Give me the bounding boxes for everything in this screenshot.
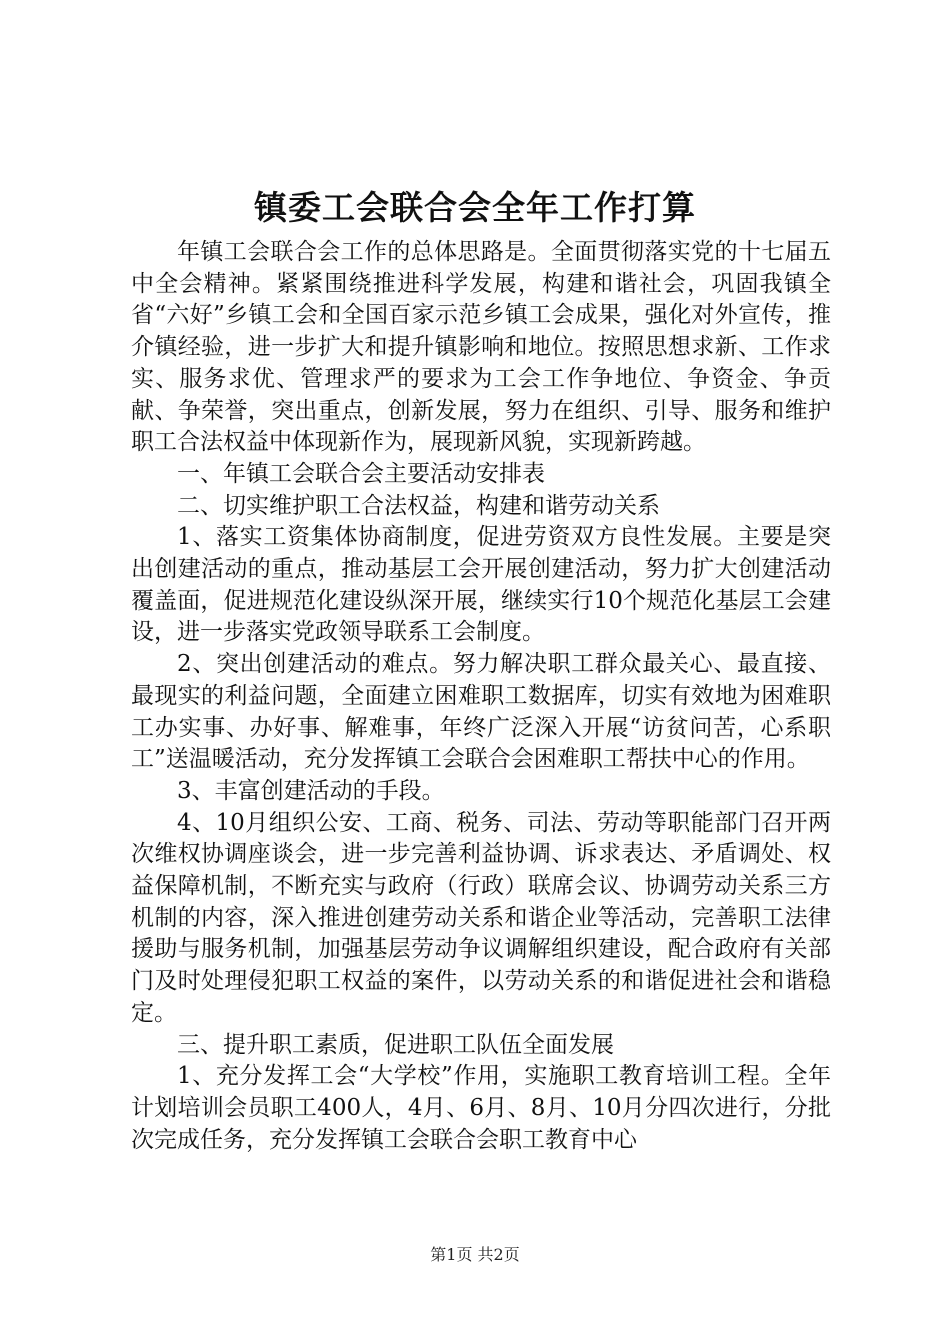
paragraph-item-2-2: 2、突出创建活动的难点。努力解决职工群众最关心、最直接、最现实的利益问题，全面建立困难职工数据库，切实有效地为困难职工办实事、办好事、解难事，年终广泛深入开展“访贫问苦，心系职工”送温暖活动，充分发挥镇工会联合会困难职工帮扶中心的作用。 [131, 651, 831, 773]
paragraph-item-2-1: 1、落实工资集体协商制度，促进劳资双方良性发展。主要是突出创建活动的重点，推动基层工会开展创建活动，努力扩大创建活动覆盖面，促进规范化建设纵深开展，继续实行10个规范化基层工会建设，进一步落实党政领导联系工会制度。 [131, 524, 831, 646]
paragraph-overview: 年镇工会联合会工作的总体思路是。全面贯彻落实党的十七届五中全会精神。紧紧围绕推进科学发展，构建和谐社会，巩固我镇全省“六好”乡镇工会和全国百家示范乡镇工会成果，强化对外宣传，推介镇经验，进一步扩大和提升镇影响和地位。按照思想求新、工作求实、服务求优、管理求严的要求为工会工作争地位、争资金、争贡献、争荣誉，突出重点，创新发展，努力在组织、引导、服务和维护职工合法权益中体现新作为，展现新风貌，实现新跨越。 [131, 239, 831, 456]
document-body [131, 237, 831, 1156]
paragraph-item-3-1: 1、充分发挥工会“大学校”作用，实施职工教育培训工程。全年计划培训会员职工400人，4月、6月、8月、10月分四次进行，分批次完成任务，充分发挥镇工会联合会职工教育中心 [131, 1063, 831, 1153]
heading-section-2: 二、切实维护职工合法权益，构建和谐劳动关系 [177, 492, 660, 519]
heading-section-1: 一、年镇工会联合会主要活动安排表 [177, 460, 545, 487]
paragraph-item-2-4: 4、10月组织公安、工商、税务、司法、劳动等职能部门召开两次维权协调座谈会，进一步完善利益协调、诉求表达、矛盾调处、权益保障机制，不断充实与政府（行政）联席会议、协调劳动关系三方机制的内容，深入推进创建劳动关系和谐企业等活动，完善职工法律援助与服务机制，加强基层劳动争议调解组织建设，配合政府有关部门及时处理侵犯职工权益的案件，以劳动关系的和谐促进社会和谐稳定。 [131, 809, 831, 1026]
heading-section-3: 三、提升职工素质，促进职工队伍全面发展 [177, 1031, 614, 1058]
paragraph-item-2-3: 3、丰富创建活动的手段。 [177, 777, 445, 804]
page-title: 镇委工会联合会全年工作打算 [254, 188, 696, 227]
page-number-footer: 第1页 共2页 [430, 1245, 520, 1264]
